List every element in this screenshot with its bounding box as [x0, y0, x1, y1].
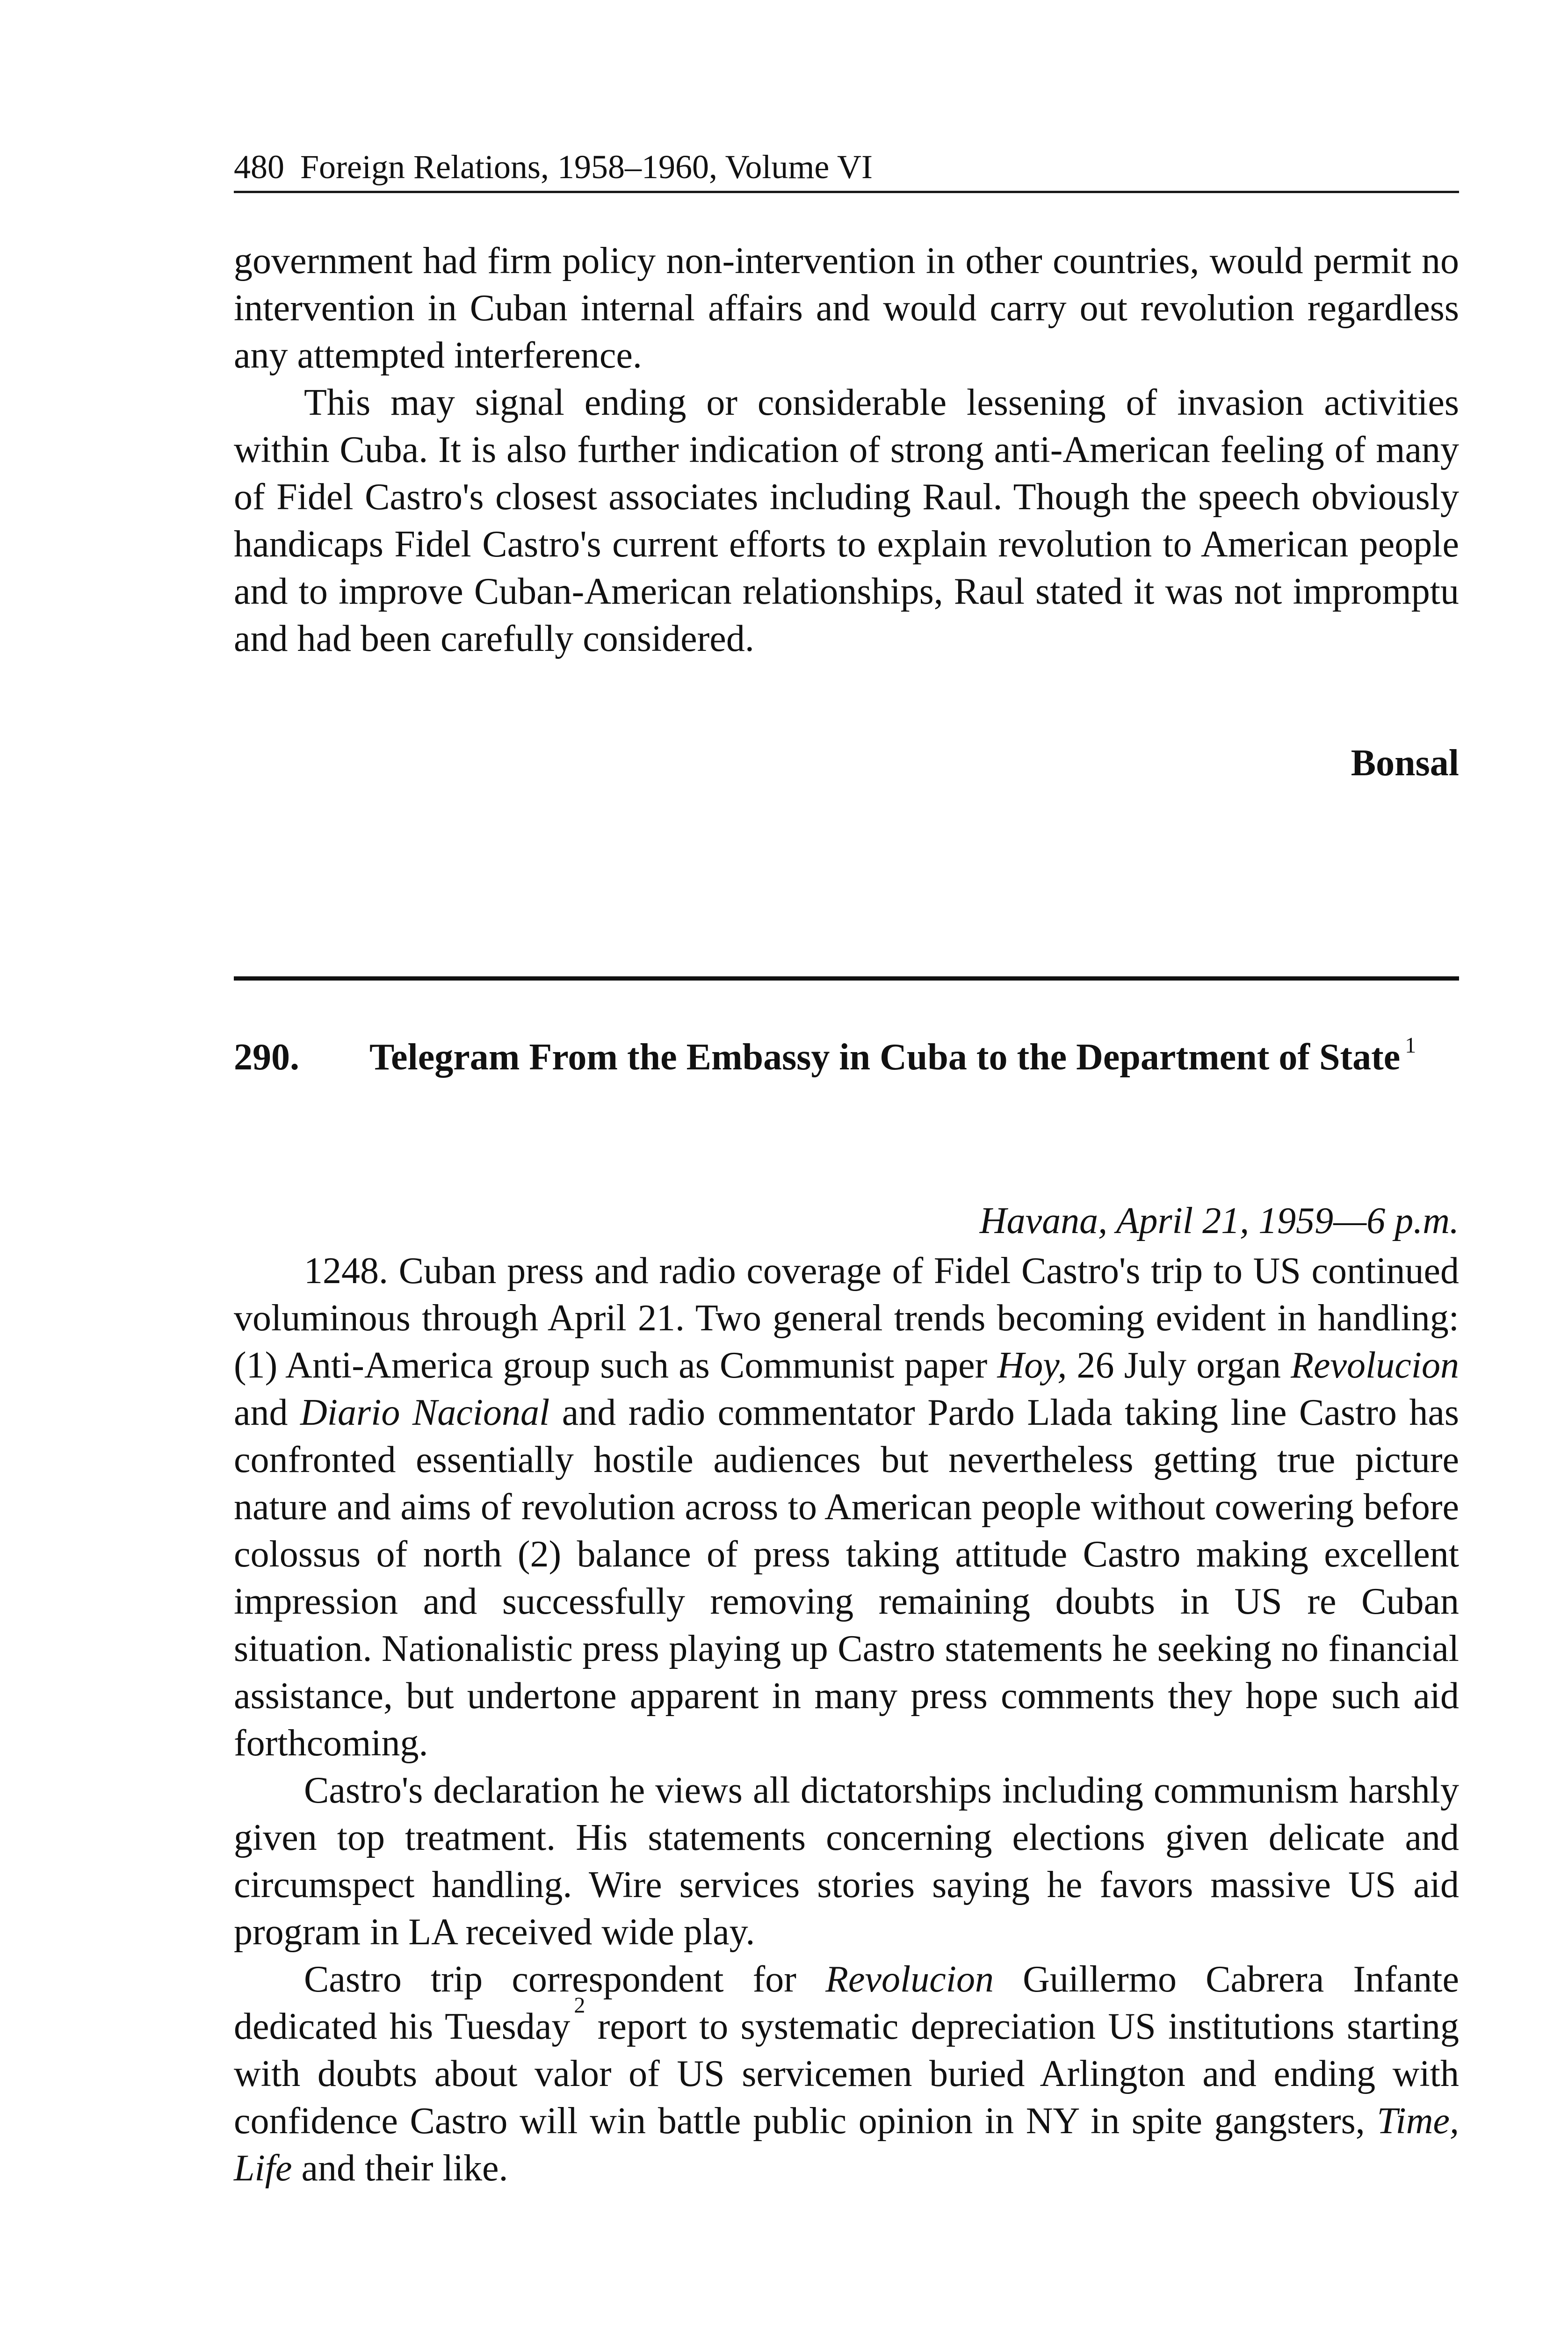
section-divider [234, 976, 1459, 981]
continuation-paragraph: government had firm policy non-intervention in other countries, would permit no intervention in Cuban internal affairs and would carry out revolution regardless any attempted interference. [234, 240, 1459, 376]
publication-name: Diario Nacional [300, 1392, 550, 1433]
footnote-ref-2[interactable]: 2 [574, 1993, 585, 2018]
publication-name: Revolucion [1291, 1345, 1460, 1386]
publication-name: Revolucion [825, 1959, 994, 2000]
dateline: Havana, April 21, 1959—6 p.m. [979, 1200, 1459, 1241]
signature: Bonsal [1351, 743, 1459, 784]
previous-document-text [234, 238, 1459, 663]
publication-name: Hoy, [997, 1345, 1067, 1386]
body-paragraph: This may signal ending or considerable lessening of invasion activities within Cuba. It is also further indication of strong anti-American feeling of many of Fidel Castro's closest associates including Raul. Though the speech obviously handicaps Fidel Castro's current efforts to explain revolution to American people and to improve Cuban-American relationships, Raul stated it was not impromptu and had been carefully considered. [234, 382, 1459, 659]
page-number: 480 [234, 148, 284, 186]
body-paragraph: Castro's declaration he views all dictatorships including communism harshly given top treatment. His statements concerning elections given delicate and circumspect handling. Wire services stories saying he favors massive US aid program in LA received wide play. [234, 1770, 1459, 1953]
document-number: 290. [234, 1037, 299, 1078]
document-title-text: Telegram From the Embassy in Cuba to the Department of State [369, 1037, 1401, 1078]
body-paragraph: 1248. Cuban press and radio coverage of Fidel Castro's trip to US continued voluminous through April 21. Two general trends becoming evident in handling: (1) Anti-America group such as Communist paper Hoy, 26 July organ Revolucion and Diario Nacional and radio commentator Pardo Llada taking line Castro has confronted essentially hostile audiences but nevertheless getting true picture nature and aims of revolution across to American people without cowering before colossus of north (2) balance of press taking attitude Castro making excellent impression and successfully removing remaining doubts in US re Cuban situation. Nationalistic press playing up Castro statements he seeking no financial assistance, but undertone apparent in many press comments they hope such aid forthcoming. [234, 1250, 1460, 1764]
body-paragraph: Castro trip correspondent for Revolucion Guillermo Cabrera Infante dedicated his Tuesday$^2$ report to systematic depreciation US institutions starting with doubts about valor of US servicemen buried Arlington and ending with confidence Castro will win battle public opinion in NY in spite gangsters, Time, Life and their like. [234, 1959, 1460, 2189]
document-title [369, 1032, 1459, 1082]
footnote-ref-1[interactable]: 1 [1405, 1033, 1416, 1058]
running-title: Foreign Relations, 1958–1960, Volume VI [300, 148, 873, 186]
telegram-text [234, 1248, 1459, 2192]
publication-name: Time, Life [234, 2100, 1459, 2189]
running-header [234, 146, 1459, 193]
